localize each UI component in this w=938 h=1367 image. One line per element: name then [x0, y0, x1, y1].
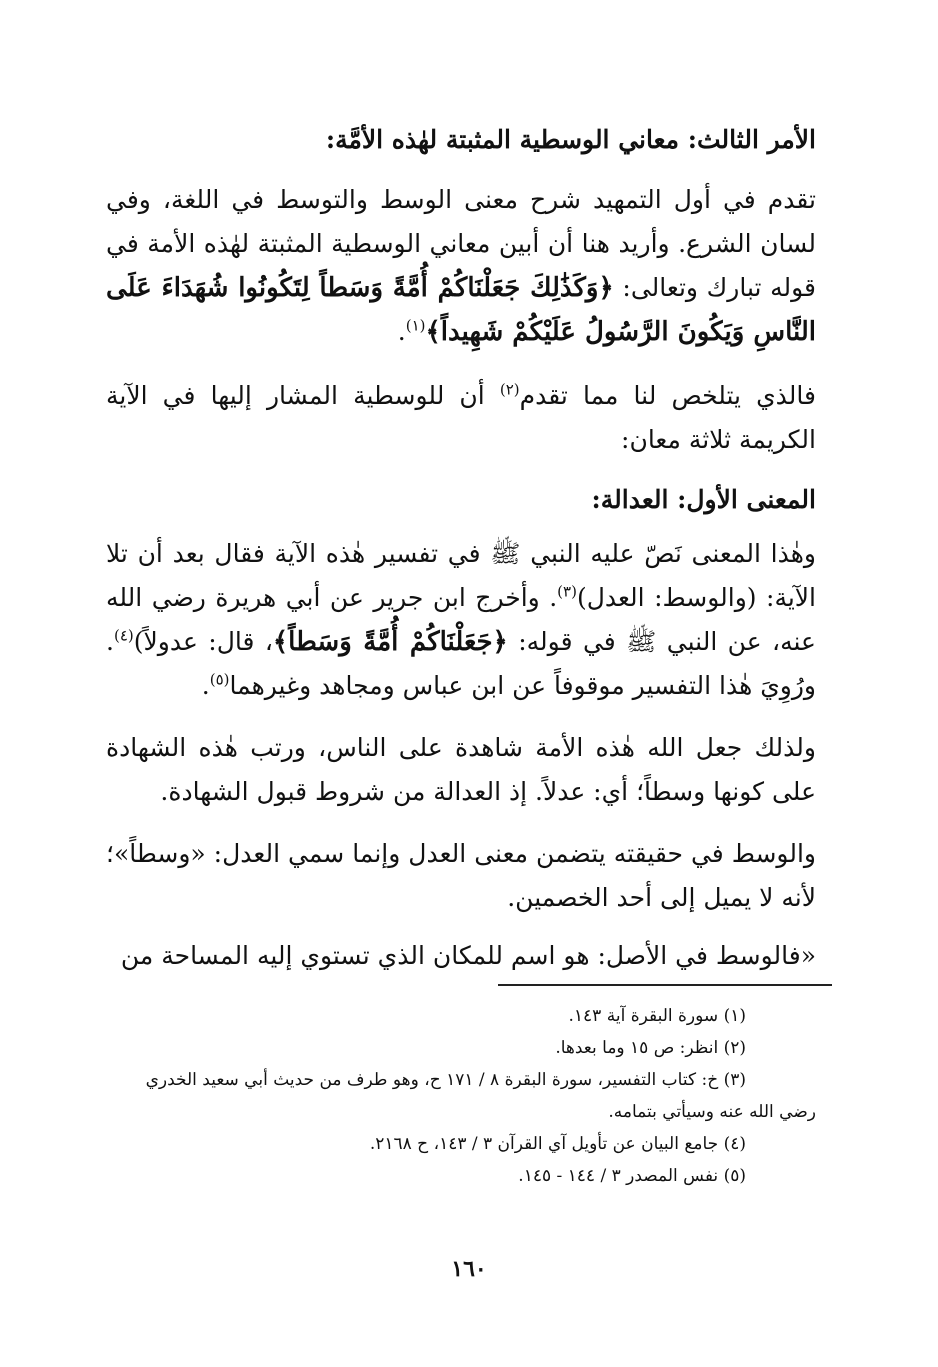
footnote-3: (٣) خ: كتاب التفسير، سورة البقرة ٨ / ١٧١ ح، وهو طرف من حديث أبي سعيد الخدري — [145, 1070, 746, 1090]
paragraph-introduction — [106, 178, 816, 354]
section-heading-first-meaning: المعنى الأول: العدالة: — [591, 485, 816, 514]
paragraph-summary — [106, 374, 816, 462]
paragraph-justice — [106, 532, 816, 708]
paragraph-text: تقدم في أول التمهيد شرح معنى الوسط والتوسط في اللغة، وفي لسان الشرع. وأريد هنا أن أبين معاني الوسطية المثبتة لهٰذه الأمة في قوله تبارك وتعالى: — [106, 185, 817, 302]
footnote-1: (١) سورة البقرة آية ١٤٣. — [568, 1006, 746, 1026]
paragraph-text: أن للوسطية المشار إليها في الآية الكريمة ثلاثة معان: — [106, 381, 816, 454]
footnote-4: (٤) جامع البيان عن تأويل آي القرآن ٣ / ١٤٣، ح ٢١٦٨. — [369, 1134, 746, 1154]
paragraph-text: . ورُوِيَ هٰذا التفسير موقوفاً عن ابن عباس ومجاهد وغيرهما — [106, 627, 816, 700]
footnote-marker: (١) — [405, 316, 426, 335]
paragraph-text: وهٰذا المعنى نَصّ عليه النبي ﷺ في تفسير هٰذه الآية فقال بعد أن تلا الآية: (والوسط: العدل) — [106, 539, 817, 612]
paragraph-witness: ولذلك جعل الله هٰذه الأمة شاهدة على الناس، ورتب هٰذه الشهادة على كونها وسطاً؛ أي: عدلاً. إذ العدالة من شروط قبول الشهادة. — [106, 733, 816, 806]
page-number: ١٦٠ — [451, 1256, 487, 1282]
quran-verse: ﴿جَعَلْنَاكُمْ أُمَّةً وَسَطاً﴾ — [272, 627, 508, 657]
footnote-marker: (٣) — [557, 582, 577, 601]
sentence-end: . — [201, 671, 210, 700]
footnote-marker: (٢) — [499, 380, 520, 399]
section-heading-third-matter: الأمر الثالث: معاني الوسطية المثبتة لهٰذه الأمَّة: — [325, 125, 816, 154]
paragraph-text: فالذي يتلخص لنا مما تقدم — [519, 381, 816, 410]
paragraph-text: ، قال: عدولاً) — [133, 627, 273, 656]
paragraph-continued: «فالوسط في الأصل: هو اسم للمكان الذي تستوي إليه المساحة من — [120, 941, 816, 970]
paragraph-text: . وأخرج ابن جرير عن أبي هريرة رضي الله عنه، عن النبي ﷺ في قوله: — [106, 583, 816, 656]
footnote-separator — [498, 984, 832, 986]
footnote-2: (٢) انظر: ص ١٥ وما بعدها. — [555, 1038, 746, 1058]
sentence-end: . — [397, 317, 406, 346]
footnote-marker: (٤) — [113, 626, 134, 645]
footnote-marker: (٥) — [209, 670, 230, 689]
footnotes — [104, 1000, 816, 1192]
paragraph-middle-meaning: والوسط في حقيقته يتضمن معنى العدل وإنما سمي العدل: «وسطاً»؛ لأنه لا يميل إلى أحد الخصمين. — [106, 839, 816, 912]
footnote-5: (٥) نفس المصدر ٣ / ١٤٤ - ١٤٥. — [518, 1166, 746, 1186]
quran-verse: ﴿وَكَذَٰلِكَ جَعَلْنَاكُمْ أُمَّةً وَسَطاً لِتَكُونُوا شُهَدَاءَ عَلَى النَّاسِ وَيَكُونَ الرَّسُولُ عَلَيْكُمْ شَهِيداً﴾ — [106, 273, 816, 347]
footnote-3-continued: رضي الله عنه وسيأتي بتمامه. — [608, 1102, 816, 1122]
